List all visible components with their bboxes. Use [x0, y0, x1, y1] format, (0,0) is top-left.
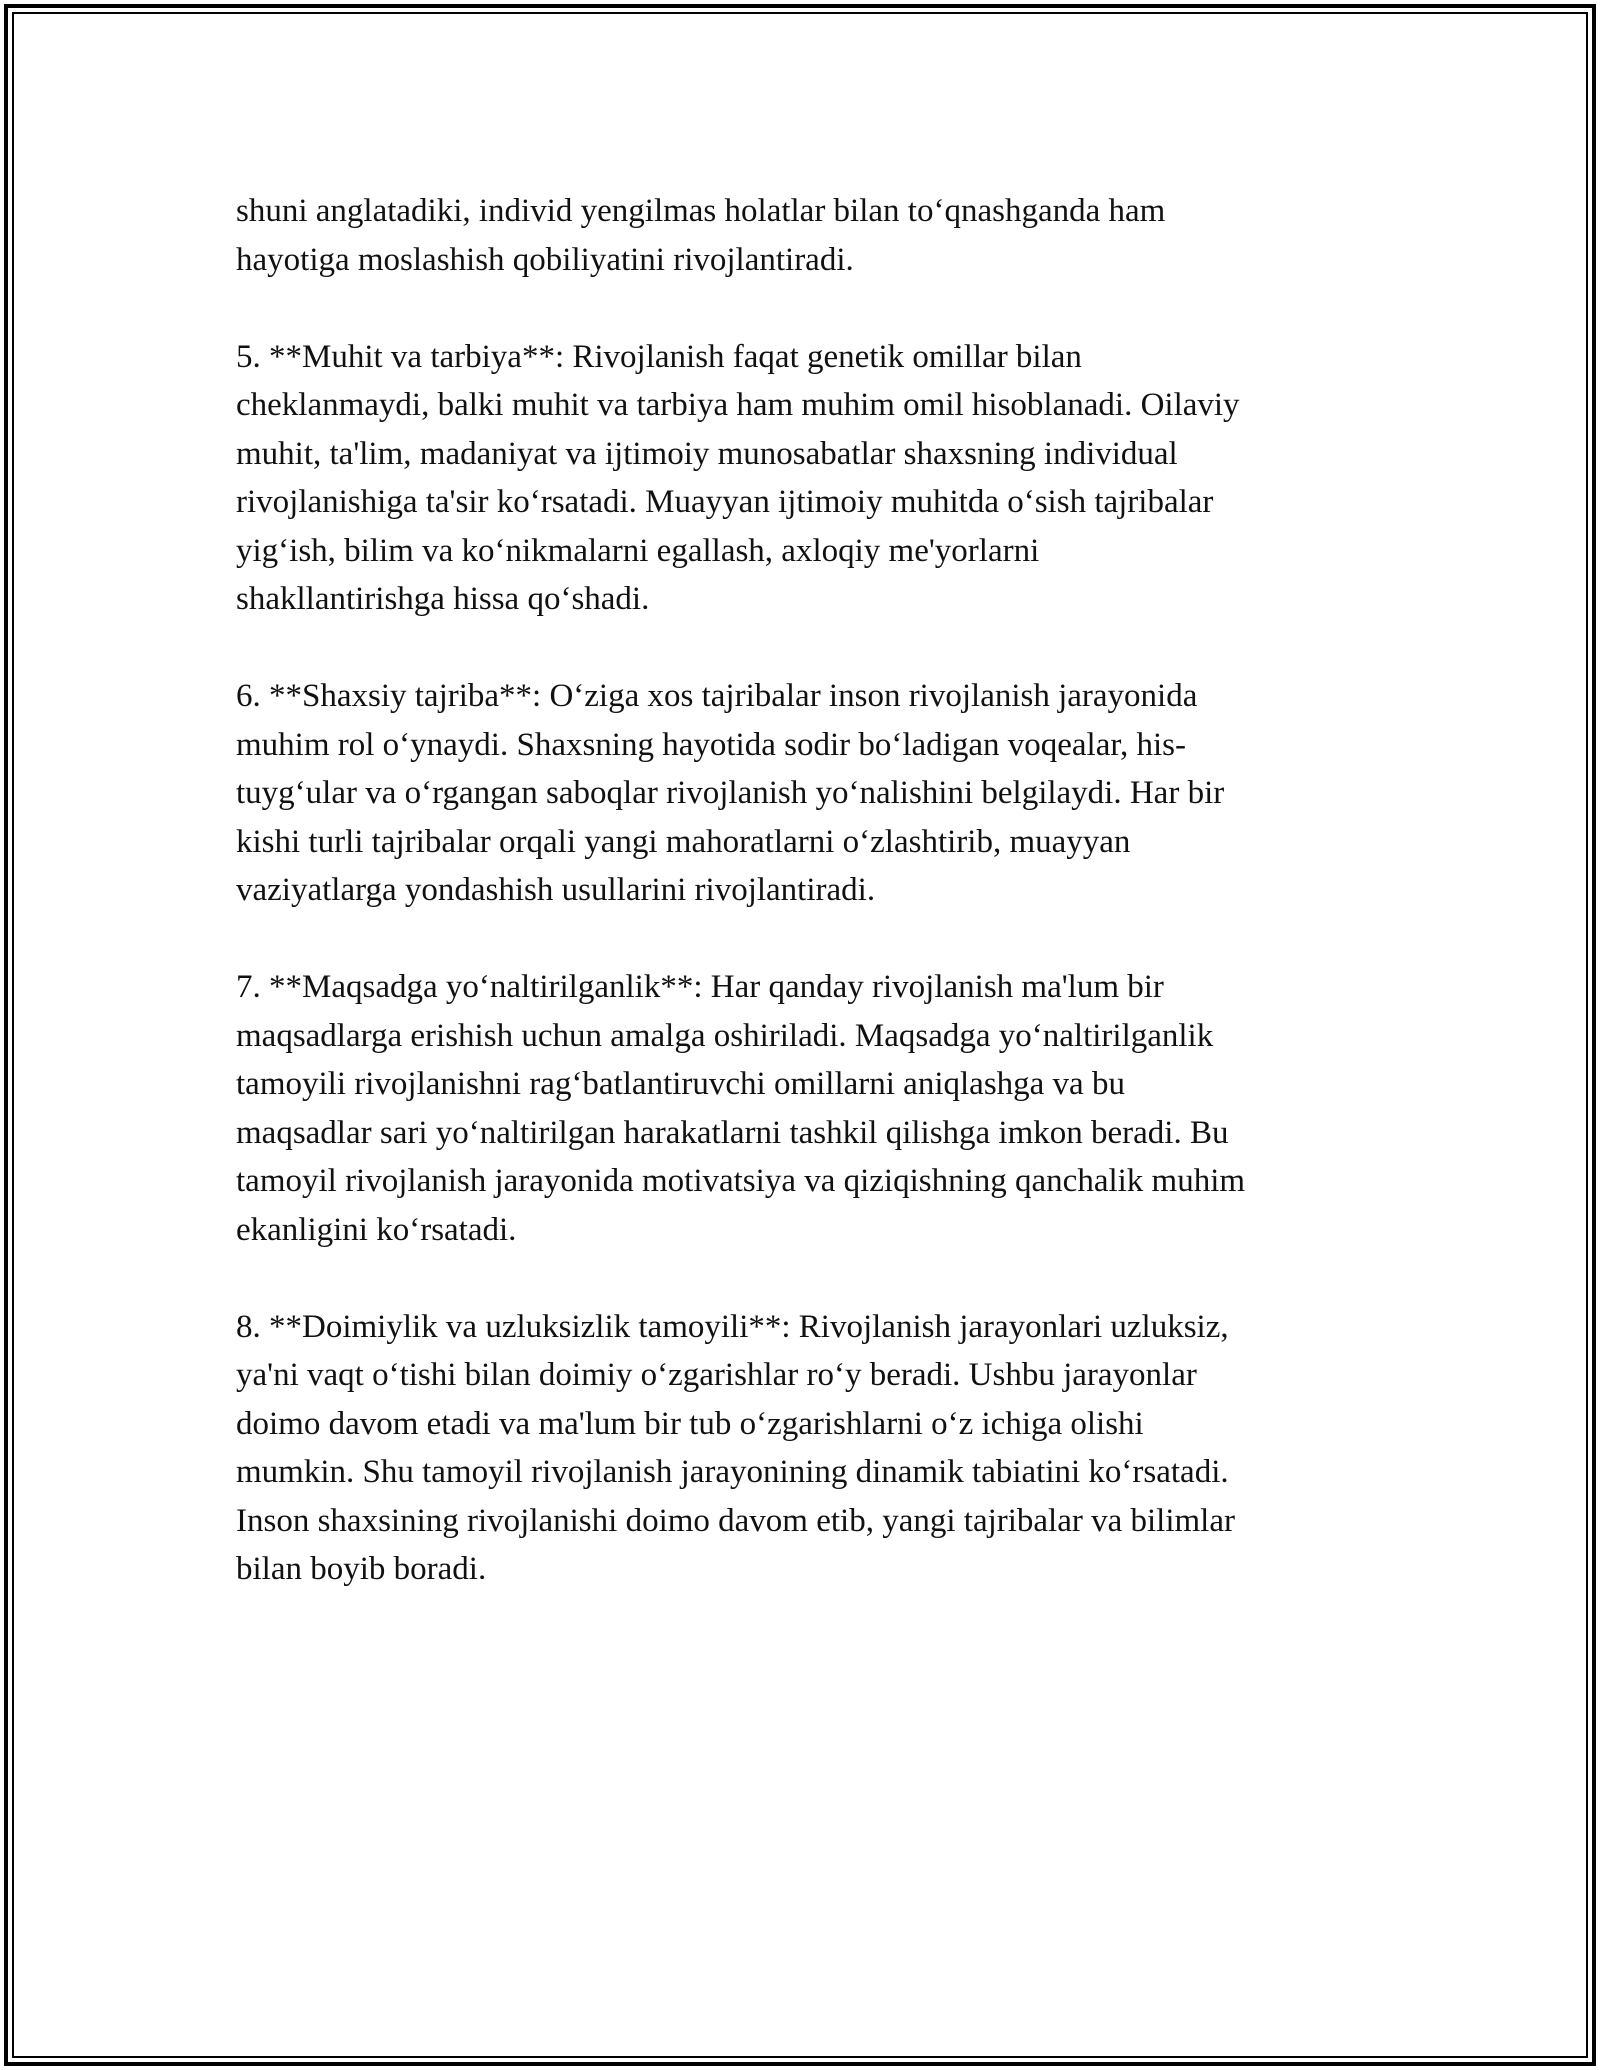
text-line: tuyg‘ular va o‘rgangan saboqlar rivojlanish yo‘nalishini belgilaydi. Har bir: [236, 775, 1225, 811]
paragraph-item-6: [236, 672, 1386, 915]
text-line: muhit, ta'lim, madaniyat va ijtimoiy munosabatlar shaxsning individual: [236, 435, 1178, 472]
paragraph-item-5: [236, 333, 1386, 624]
text-line: doimo davom etadi va ma'lum bir tub o‘zgarishlarni o‘z ichiga olishi: [236, 1405, 1144, 1442]
paragraph-item-8: [236, 1303, 1386, 1594]
text-line: yig‘ish, bilim va ko‘nikmalarni egallash, axloqiy me'yorlarni: [236, 532, 1040, 569]
text-line: bilan boyib boradi.: [236, 1551, 487, 1587]
text-line: vaziyatlarga yondashish usullarini rivojlantiradi.: [236, 872, 876, 908]
text-line: Inson shaxsining rivojlanishi doimo davom etib, yangi tajribalar va bilimlar: [236, 1502, 1235, 1539]
text-line: 6. **Shaxsiy tajriba**: O‘ziga xos tajribalar inson rivojlanish jarayonida: [236, 678, 1198, 714]
text-line: cheklanmaydi, balki muhit va tarbiya ham muhim omil hisoblanadi. Oilaviy: [236, 387, 1240, 423]
text-line: kishi turli tajribalar orqali yangi mahoratlarni o‘zlashtirib, muayyan: [236, 823, 1131, 860]
text-line: mumkin. Shu tamoyil rivojlanish jarayonining dinamik tabiatini ko‘rsatadi.: [236, 1454, 1229, 1490]
paragraph-item-7: [236, 963, 1386, 1254]
text-line: ekanligini ko‘rsatadi.: [236, 1211, 517, 1248]
text-line: tamoyil rivojlanish jarayonida motivatsiya va qiziqishning qanchalik muhim: [236, 1163, 1246, 1199]
document-body: [236, 187, 1386, 1642]
text-line: maqsadlarga erishish uchun amalga oshiriladi. Maqsadga yo‘naltirilganlik: [236, 1017, 1214, 1054]
text-line: tamoyili rivojlanishni rag‘batlantiruvchi omillarni aniqlashga va bu: [236, 1066, 1125, 1102]
text-line: shakllantirishga hissa qo‘shadi.: [236, 581, 650, 617]
paragraph-continuation: [236, 187, 1386, 284]
text-line: 8. **Doimiylik va uzluksizlik tamoyili**: Rivojlanish jarayonlari uzluksiz,: [236, 1308, 1229, 1345]
text-line: hayotiga moslashish qobiliyatini rivojlantiradi.: [236, 241, 854, 278]
text-line: ya'ni vaqt o‘tishi bilan doimiy o‘zgarishlar ro‘y beradi. Ushbu jarayonlar: [236, 1357, 1197, 1393]
text-line: muhim rol o‘ynaydi. Shaxsning hayotida sodir bo‘ladigan voqealar, his-: [236, 726, 1187, 763]
text-line: maqsadlar sari yo‘naltirilgan harakatlarni tashkil qilishga imkon beradi. Bu: [236, 1114, 1229, 1151]
text-line: shuni anglatadiki, individ yengilmas holatlar bilan to‘qnashganda ham: [236, 193, 1166, 229]
text-line: 5. **Muhit va tarbiya**: Rivojlanish faqat genetik omillar bilan: [236, 338, 1082, 375]
text-line: rivojlanishiga ta'sir ko‘rsatadi. Muayyan ijtimoiy muhitda o‘sish tajribalar: [236, 484, 1214, 520]
text-line: 7. **Maqsadga yo‘naltirilganlik**: Har qanday rivojlanish ma'lum bir: [236, 969, 1164, 1005]
